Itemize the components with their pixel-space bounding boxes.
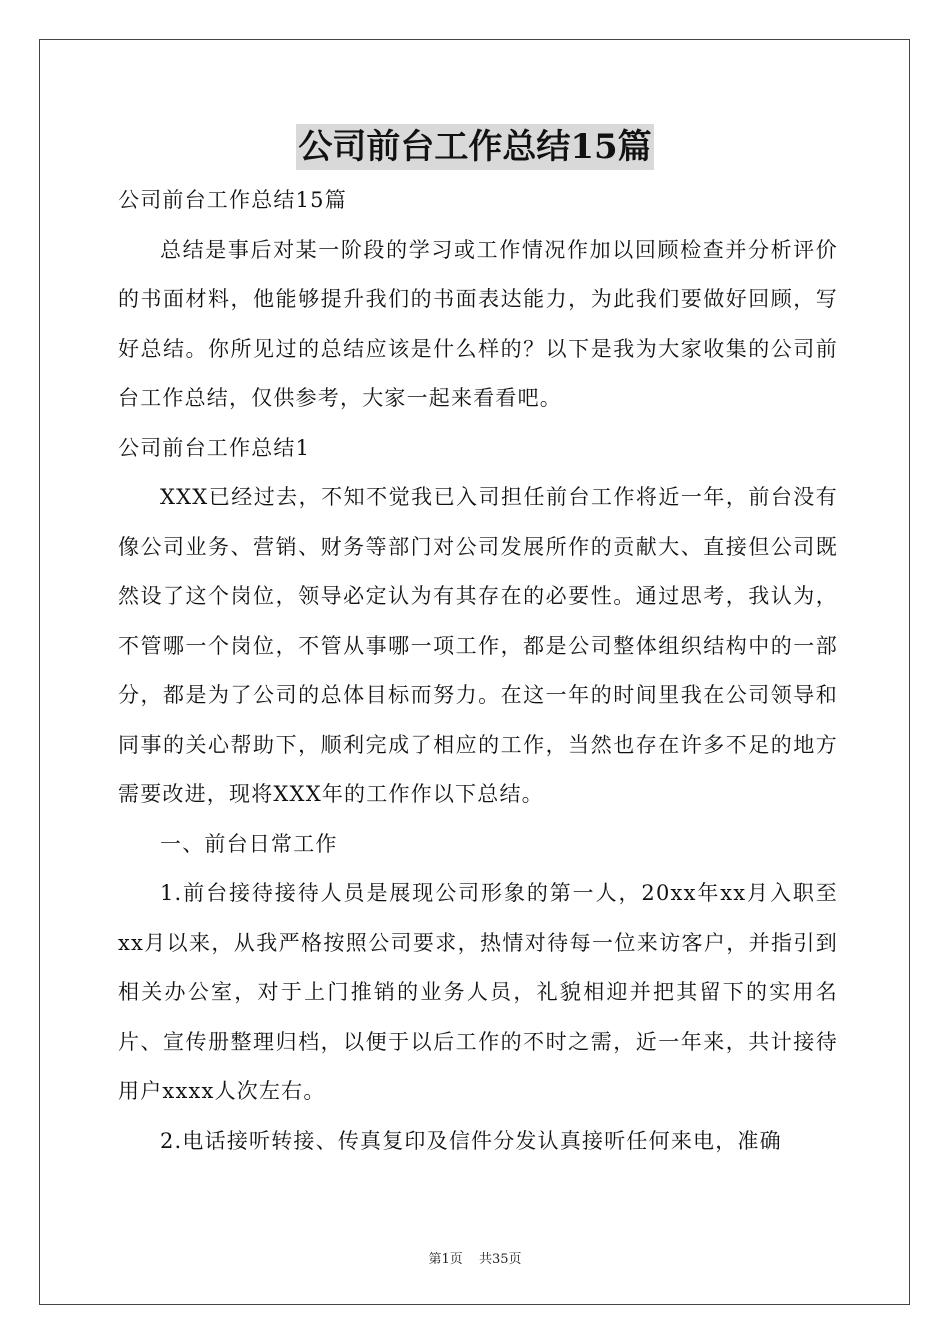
subtitle-paragraph: 公司前台工作总结15篇	[118, 188, 347, 212]
page-number: 第1页	[428, 1252, 463, 1267]
body-paragraph: 2.电话接听转接、传真复印及信件分发认真接听任何来电，准确	[160, 1128, 782, 1153]
intro-paragraph: 总结是事后对某一阶段的学习或工作情况作加以回顾检查并分析评价的书面材料，他能够提升我们的书面表达能力，为此我们要做好回顾，写好总结。你所见过的总结应该是什么样的？以下是我为大家收集的公司前台工作总结，仅供参考，大家一起来看看吧。	[118, 237, 838, 410]
body-paragraph: 1.前台接待接待人员是展现公司形象的第一人，20xx年xx月入职至xx月以来，从我严格按照公司要求，热情对待每一位来访客户，并指引到相关办公室，对于上门推销的业务人员，礼貌相迎并把其留下的实用名片、宣传册整理归档，以便于以后工作的不时之需，近一年来，共计接待用户xxxx人次左右。	[118, 881, 838, 1103]
title-container	[0, 124, 950, 170]
subsection-heading: 一、前台日常工作	[160, 831, 338, 856]
body-paragraph: XXX已经过去，不知不觉我已入司担任前台工作将近一年，前台没有像公司业务、营销、财务等部门对公司发展所作的贡献大、直接但公司既然设了这个岗位，领导必定认为有其存在的必要性。通过思考，我认为，不管哪一个岗位，不管从事哪一项工作，都是公司整体组织结构中的一部分，都是为了公司的总体目标而努力。在这一年的时间里我在公司领导和同事的关心帮助下，顺利完成了相应的工作，当然也存在许多不足的地方需要改进，现将XXX年的工作作以下总结。	[118, 485, 838, 806]
document-title: 公司前台工作总结15篇	[296, 124, 653, 170]
page-footer	[0, 1248, 950, 1267]
section-heading: 公司前台工作总结1	[118, 435, 311, 460]
document-body	[118, 176, 838, 1166]
total-pages: 共35页	[478, 1252, 522, 1267]
